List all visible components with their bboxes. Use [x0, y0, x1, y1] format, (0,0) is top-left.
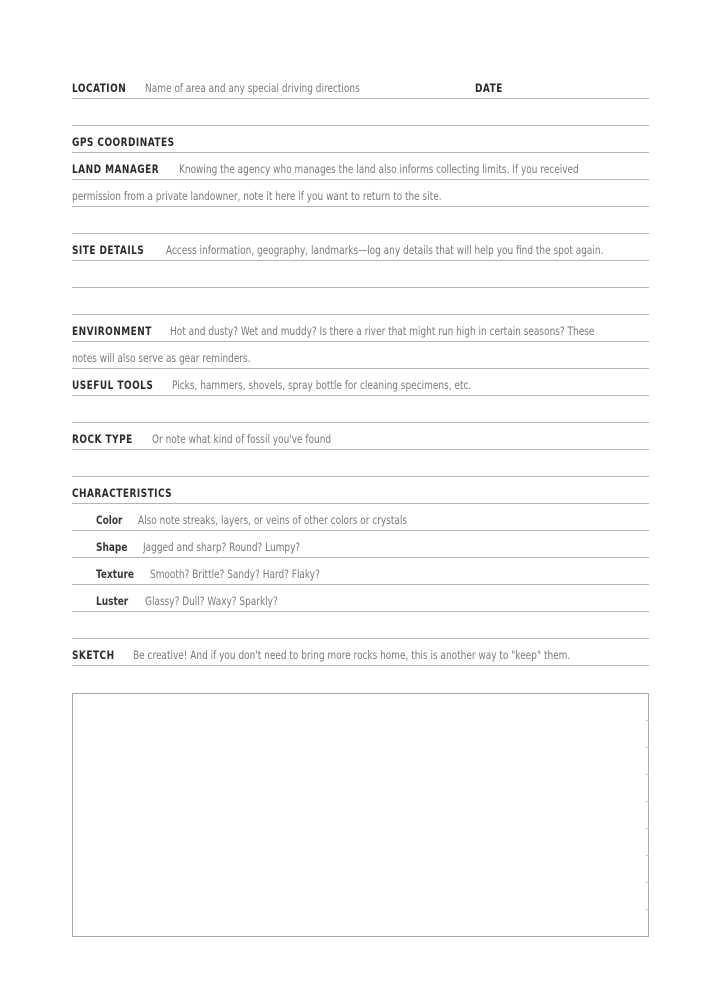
shape-hint: Jagged and sharp? Round? Lumpy? — [143, 540, 301, 554]
environment-hint: Hot and dusty? Wet and muddy? Is there a river that might run high in certain seasons? These — [170, 324, 595, 338]
gps-label: GPS COORDINATES — [72, 135, 175, 149]
environment-cont-row[interactable] — [72, 342, 649, 369]
characteristics-blank-line[interactable] — [72, 612, 649, 639]
sketch-area-tick — [646, 828, 649, 829]
site-details-blank-line-1[interactable] — [72, 261, 649, 288]
color-label: Color — [96, 513, 123, 527]
sketch-hint: Be creative! And if you don't need to bring more rocks home, this is another way to "keep" them. — [133, 648, 571, 662]
sketch-row[interactable] — [72, 639, 649, 666]
characteristic-shape-row[interactable] — [72, 531, 649, 558]
date-label: DATE — [475, 81, 503, 95]
site-details-hint: Access information, geography, landmarks—log any details that will help you find the spot again. — [166, 243, 604, 257]
site-details-blank-line-2[interactable] — [72, 288, 649, 315]
site-details-label: SITE DETAILS — [72, 243, 145, 257]
characteristic-luster-row[interactable] — [72, 585, 649, 612]
sketch-area-tick — [646, 720, 649, 721]
land-manager-blank-line[interactable] — [72, 207, 649, 234]
environment-hint-cont: notes will also serve as gear reminders. — [72, 351, 251, 365]
environment-label: ENVIRONMENT — [72, 324, 152, 338]
location-blank-line[interactable] — [72, 99, 649, 126]
land-manager-hint: Knowing the agency who manages the land also informs collecting limits. If you received — [179, 162, 579, 176]
rock-type-blank-line[interactable] — [72, 450, 649, 477]
sketch-area-tick — [646, 747, 649, 748]
useful-tools-blank-line[interactable] — [72, 396, 649, 423]
characteristics-label: CHARACTERISTICS — [72, 486, 173, 500]
luster-hint: Glassy? Dull? Waxy? Sparkly? — [145, 594, 278, 608]
environment-row[interactable] — [72, 315, 649, 342]
sketch-area-tick — [646, 801, 649, 802]
land-manager-row[interactable] — [72, 153, 649, 180]
characteristic-color-row[interactable] — [72, 504, 649, 531]
gps-row[interactable] — [72, 126, 649, 153]
location-hint: Name of area and any special driving directions — [145, 81, 360, 95]
useful-tools-hint: Picks, hammers, shovels, spray bottle for cleaning specimens, etc. — [172, 378, 472, 392]
field-notes-form — [72, 72, 649, 666]
land-manager-hint-cont: permission from a private landowner, note it here if you want to return to the site. — [72, 189, 442, 203]
location-label: LOCATION — [72, 81, 127, 95]
texture-hint: Smooth? Brittle? Sandy? Hard? Flaky? — [150, 567, 320, 581]
sketch-area-tick — [646, 882, 649, 883]
rock-type-label: ROCK TYPE — [72, 432, 133, 446]
color-hint: Also note streaks, layers, or veins of other colors or crystals — [138, 513, 408, 527]
characteristics-row[interactable] — [72, 477, 649, 504]
sketch-label: SKETCH — [72, 648, 115, 662]
land-manager-label: LAND MANAGER — [72, 162, 160, 176]
rock-type-hint: Or note what kind of fossil you've found — [152, 432, 332, 446]
sketch-area-tick — [646, 774, 649, 775]
shape-label: Shape — [96, 540, 128, 554]
characteristic-texture-row[interactable] — [72, 558, 649, 585]
useful-tools-label: USEFUL TOOLS — [72, 378, 154, 392]
sketch-area-tick — [646, 855, 649, 856]
texture-label: Texture — [96, 567, 134, 581]
rock-type-row[interactable] — [72, 423, 649, 450]
sketch-area-tick — [646, 909, 649, 910]
land-manager-cont-row[interactable] — [72, 180, 649, 207]
luster-label: Luster — [96, 594, 129, 608]
site-details-row[interactable] — [72, 234, 649, 261]
location-row[interactable] — [72, 72, 649, 99]
sketch-area[interactable] — [72, 693, 649, 937]
useful-tools-row[interactable] — [72, 369, 649, 396]
